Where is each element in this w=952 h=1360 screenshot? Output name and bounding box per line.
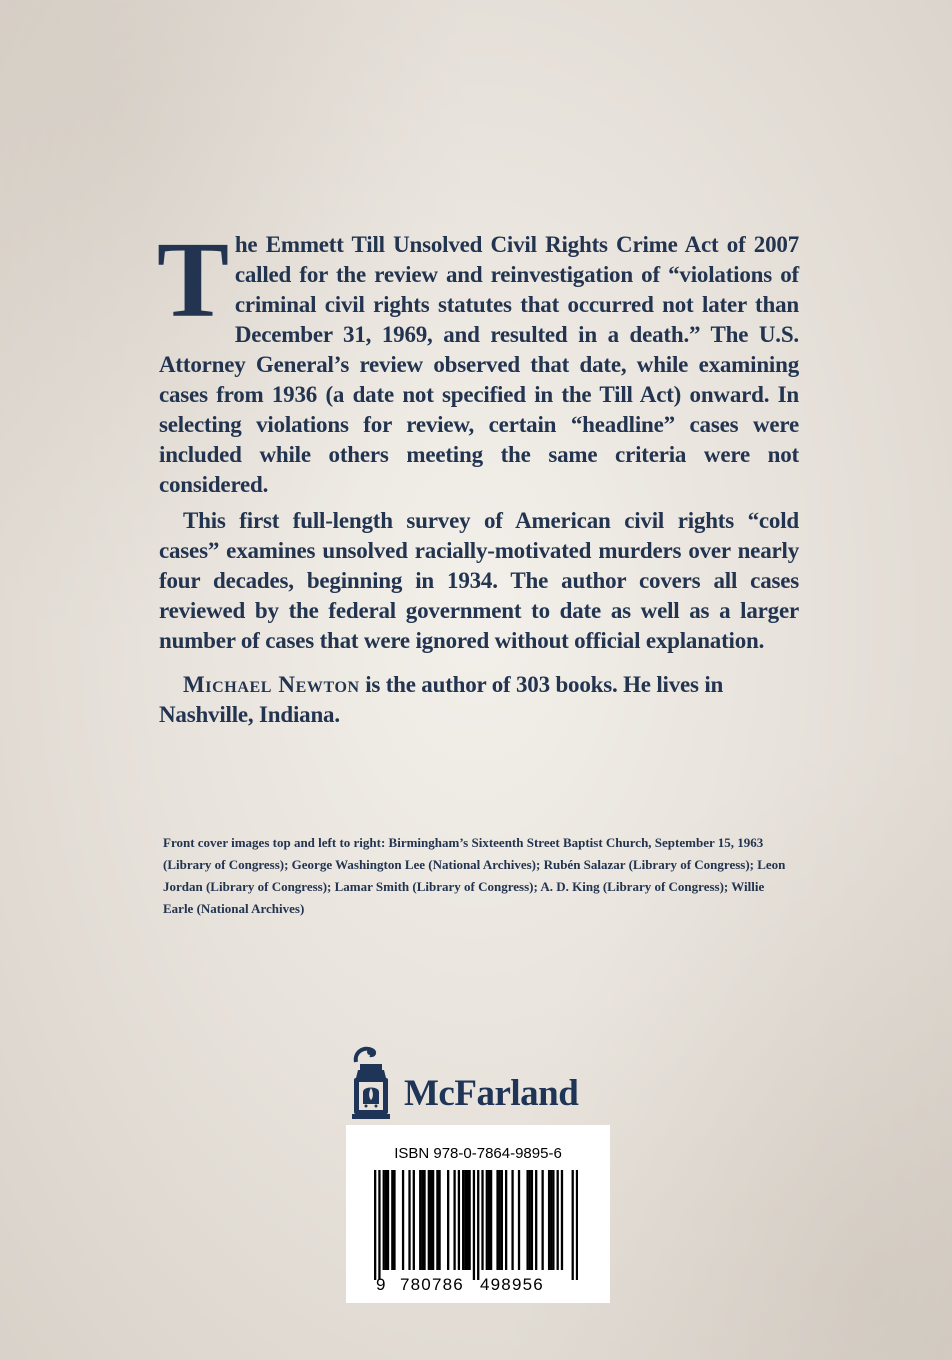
barcode-bar: [383, 1170, 385, 1270]
drop-cap: T: [157, 221, 229, 340]
author-bio-text: is the author of 303 books. He lives in Nashville, Indiana.: [159, 672, 724, 727]
barcode-bar: [505, 1170, 507, 1270]
barcode-bar: [501, 1170, 503, 1270]
barcode-bar: [458, 1170, 460, 1270]
barcode-bar: [468, 1170, 470, 1270]
barcode-bar: [402, 1170, 404, 1270]
author-name: Michael Newton: [183, 672, 360, 697]
barcode-bar: [477, 1170, 479, 1280]
isbn-barcode: [346, 1125, 610, 1303]
barcode-bar: [576, 1170, 578, 1280]
barcode-bar: [541, 1170, 543, 1270]
blurb-paragraph-2: This first full-length survey of American civil rights “cold cases” examines unsolved racially-motivated murders over nearly four decades, beginning in 1934. The author covers all cases reviewed by the federal government to date as well as a larger number of cases that were ignored without official explanation.: [159, 508, 799, 653]
barcode-bar: [518, 1170, 520, 1270]
barcode-digits-left: 780786: [400, 1275, 464, 1294]
publisher-name: McFarland: [404, 1073, 579, 1114]
barcode-bar: [438, 1170, 440, 1270]
barcode-bar: [432, 1170, 434, 1270]
barcode-bar: [552, 1170, 554, 1270]
barcode-bar: [421, 1170, 423, 1270]
barcode-bar: [481, 1170, 483, 1270]
barcode-bar: [511, 1170, 513, 1270]
barcode-bar: [408, 1170, 410, 1270]
barcode-bar: [413, 1170, 415, 1270]
lantern-icon: [346, 1044, 398, 1124]
back-cover-blurb: [157, 221, 799, 730]
barcode-bar: [428, 1170, 430, 1270]
barcode-bar: [557, 1170, 559, 1270]
barcode-bar: [464, 1170, 466, 1270]
author-bio: [159, 670, 799, 730]
barcode-bar: [462, 1170, 464, 1270]
barcode-bar: [453, 1170, 455, 1270]
barcode-digits-right: 498956: [480, 1275, 544, 1294]
barcode-bar: [490, 1170, 492, 1270]
barcode-digit-first: 9: [376, 1275, 386, 1294]
barcode-bar: [387, 1170, 389, 1270]
barcode-bar: [550, 1170, 552, 1270]
barcode-bar: [561, 1170, 563, 1270]
barcode-bar: [393, 1170, 395, 1270]
barcode-bar: [473, 1170, 475, 1280]
barcode-bar: [385, 1170, 387, 1270]
blurb-paragraph-1-text: he Emmett Till Unsolved Civil Rights Crime Act of 2007 called for the review and reinvestigation of “violations of criminal civil rights statutes that occurred not later than December 31, 1969, and resulted in a death.” The U.S. Attorney General’s review observed that date, while examining cases from 1936 (a date not specified in the Till Act) onward. In selecting violations for review, certain “headline” cases were included while others meeting the same criteria were not considered.: [159, 232, 799, 497]
barcode-bar: [419, 1170, 421, 1270]
barcode-bar: [378, 1170, 380, 1280]
barcode-bar: [531, 1170, 533, 1270]
barcode-bar: [436, 1170, 438, 1270]
barcode-bar: [548, 1170, 550, 1270]
barcode-bar: [526, 1170, 528, 1270]
barcode-bar: [496, 1170, 498, 1270]
barcode-bar: [572, 1170, 574, 1280]
barcode-bar: [529, 1170, 531, 1270]
barcode-bar: [447, 1170, 449, 1270]
barcode-bar: [423, 1170, 425, 1270]
barcode-bar: [499, 1170, 501, 1270]
isbn-label: ISBN 978-0-7864-9895-6: [394, 1145, 562, 1162]
barcode-bar: [391, 1170, 393, 1270]
publisher-logo: [346, 1044, 616, 1124]
barcode-bar: [488, 1170, 490, 1270]
cover-image-credits: Front cover images top and left to right: Birmingham’s Sixteenth Street Baptist Church, September 15, 1963 (Library of Congress); George Washington Lee (National Archives); Rubén Salazar (Library of Congress); Leon Jordan (Library of Congress); Lamar Smith (Library of Congress); A. D. King (Library of Congress); Willie Earle (National Archives): [163, 835, 786, 916]
barcode-bar: [430, 1170, 432, 1270]
barcode-bar: [486, 1170, 488, 1270]
barcode-bar: [374, 1170, 376, 1280]
blurb-paragraph-1: [157, 221, 799, 500]
barcode-bars: [374, 1170, 578, 1280]
barcode-bar: [466, 1170, 468, 1270]
barcode-bar: [535, 1170, 537, 1270]
